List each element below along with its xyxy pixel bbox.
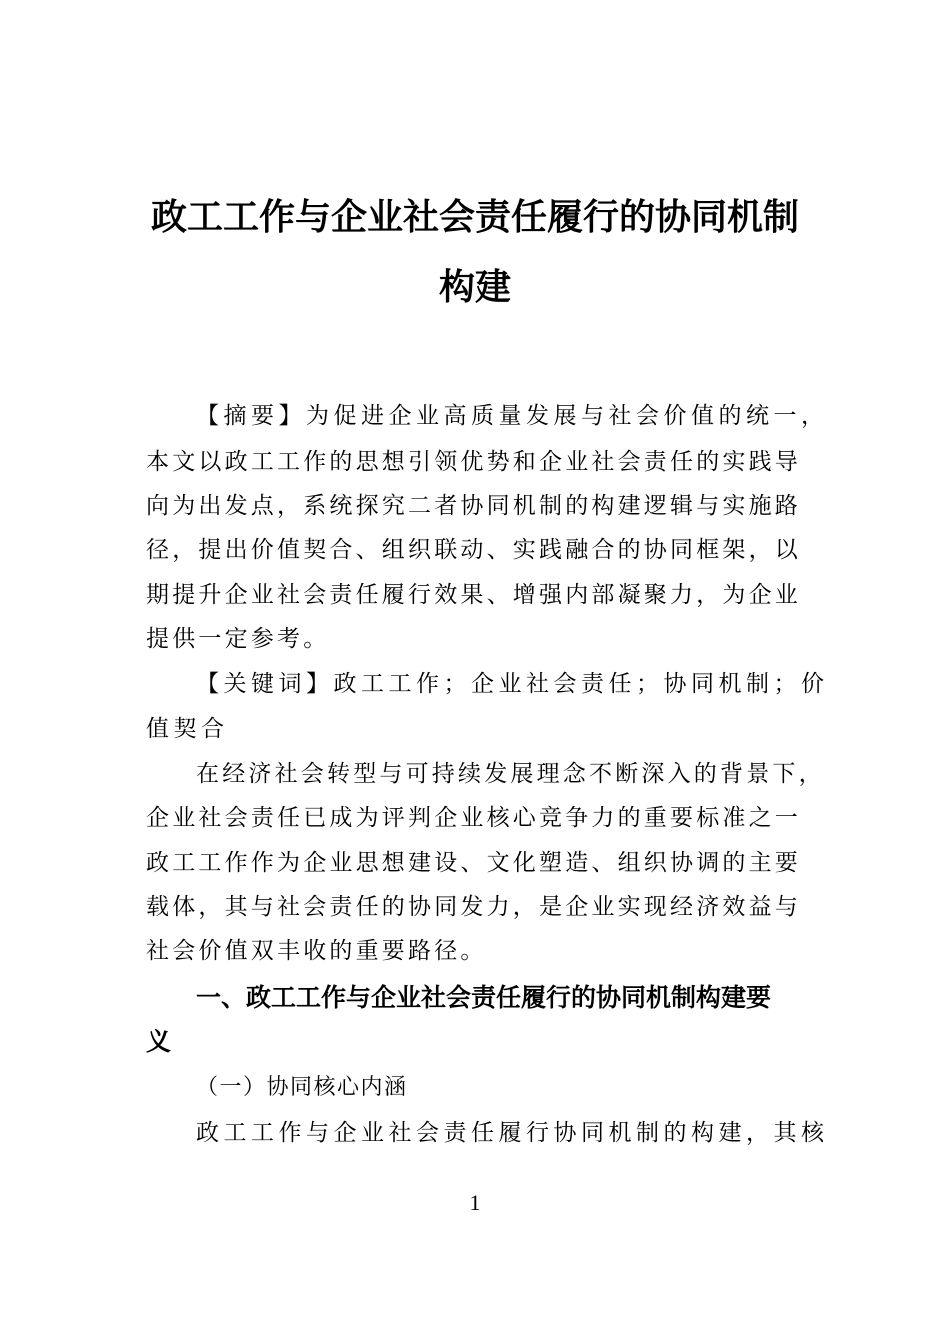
abstract-line: 本文以政工工作的思想引领优势和企业社会责任的实践导 bbox=[146, 449, 801, 475]
abstract-line: 提供一定参考。 bbox=[146, 626, 330, 652]
title-line-1: 政工工作与企业社会责任履行的协同机制 bbox=[150, 197, 799, 238]
section-heading: 一、政工工作与企业社会责任履行的协同机制构建要 bbox=[196, 983, 772, 1012]
abstract-line: 期提升企业社会责任履行效果、增强内部凝聚力，为企业 bbox=[146, 582, 801, 608]
intro-line: 政工工作作为企业思想建设、文化塑造、组织协调的主要 bbox=[146, 850, 801, 876]
intro-line: 社会价值双丰收的重要路径。 bbox=[146, 938, 487, 964]
abstract-line: 径，提出价值契合、组织联动、实践融合的协同框架，以 bbox=[146, 537, 801, 563]
section-subheading: （一）协同核心内涵 bbox=[196, 1075, 408, 1100]
body-line: 政工工作与企业社会责任履行协同机制的构建，其核 bbox=[196, 1120, 829, 1146]
section-heading: 义 bbox=[146, 1027, 172, 1056]
abstract-line: 【摘要】为促进企业高质量发展与社会价值的统一， bbox=[196, 403, 829, 429]
intro-line: 载体，其与社会责任的协同发力，是企业实现经济效益与 bbox=[146, 894, 801, 920]
keywords-line: 【关键词】政工工作；企业社会责任；协同机制；价 bbox=[196, 671, 829, 697]
title-line-2: 构建 bbox=[438, 267, 511, 308]
keywords-line: 值契合 bbox=[146, 716, 229, 742]
abstract-line: 向为出发点，系统探究二者协同机制的构建逻辑与实施路 bbox=[146, 493, 801, 519]
intro-line: 在经济社会转型与可持续发展理念不断深入的背景下， bbox=[196, 761, 825, 787]
intro-line: 企业社会责任已成为评判企业核心竞争力的重要标准之一 bbox=[146, 805, 801, 831]
page-number: 1 bbox=[469, 1190, 481, 1215]
